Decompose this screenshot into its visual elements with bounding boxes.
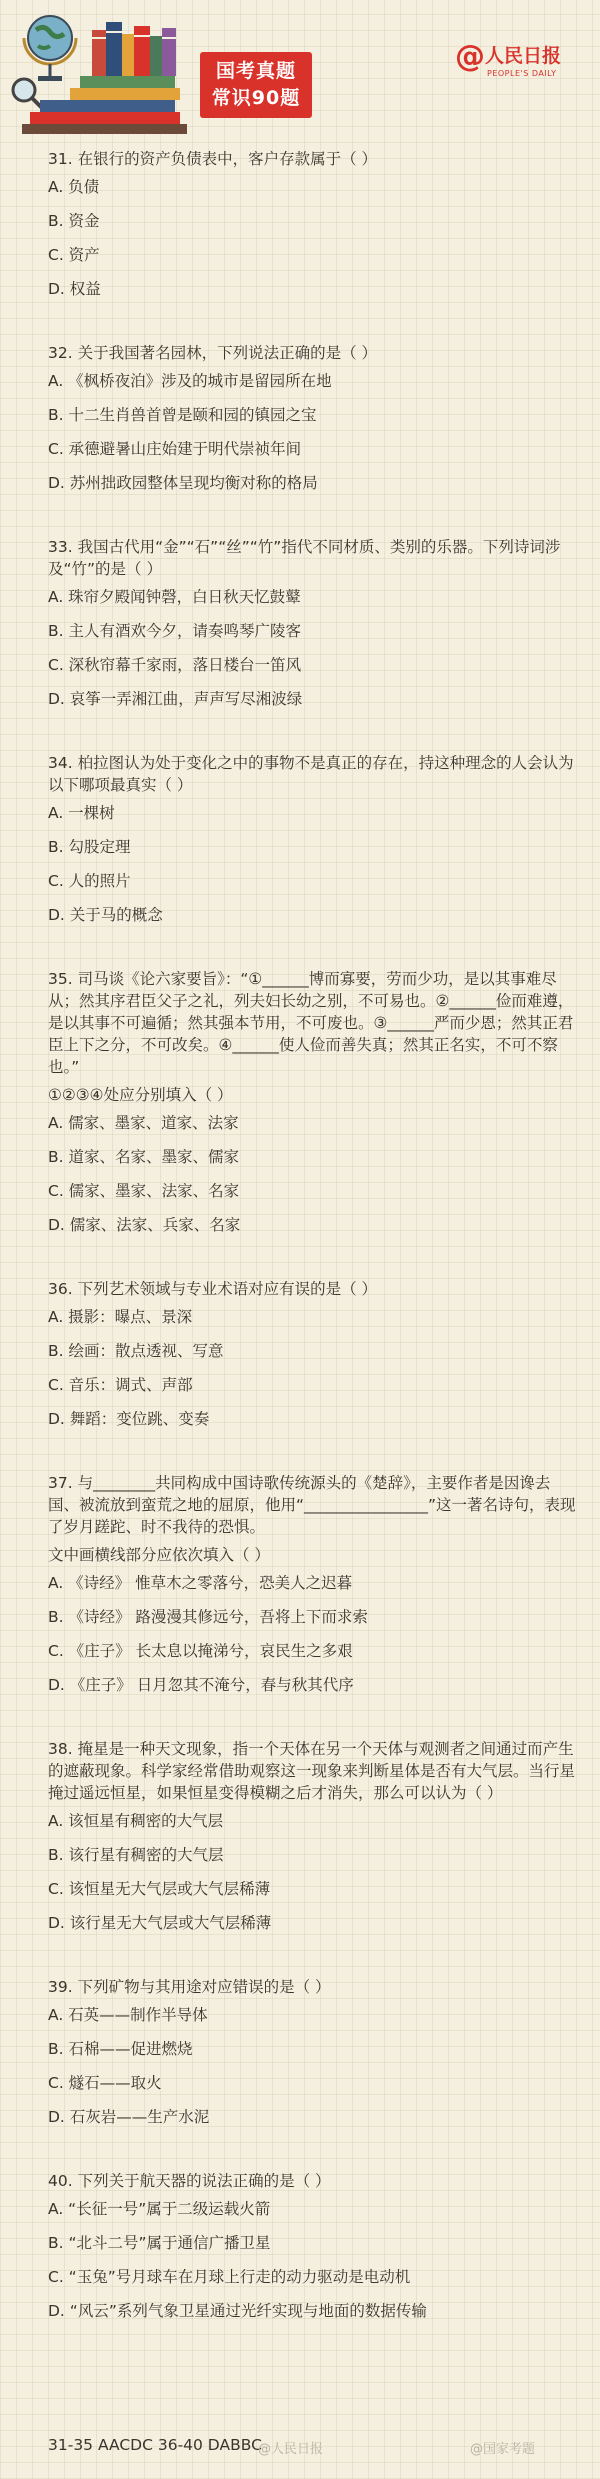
question-stem: 39. 下列矿物与其用途对应错误的是（ ） (48, 1978, 331, 1996)
logo-english: PEOPLE'S DAILY (487, 69, 557, 78)
option-b: B. 资金 (48, 212, 100, 230)
question-40 (48, 2170, 578, 2322)
question-stem: 33. 我国古代用“金”“石”“丝”“竹”指代不同材质、类别的乐器。下列诗词涉及“竹”的是（ ） (48, 538, 561, 578)
watermark: @国家考题 (470, 2442, 536, 2457)
option-list (48, 1306, 578, 1430)
option-a: A. 摄影：曝点、景深 (48, 1308, 193, 1326)
option-b: B. 主人有酒欢今夕，请奏鸣琴广陵客 (48, 622, 301, 640)
option-list (48, 1810, 578, 1934)
option-d: D. 《庄子》 日月忽其不淹兮，春与秋其代序 (48, 1676, 354, 1694)
option-a: A. “长征一号”属于二级运载火箭 (48, 2200, 271, 2218)
header (0, 0, 600, 150)
question-39 (48, 1976, 578, 2128)
option-d: D. 哀筝一弄湘江曲，声声写尽湘波绿 (48, 690, 303, 708)
option-list (48, 2004, 578, 2128)
option-b: B. 十二生肖兽首曾是颐和园的镇园之宝 (48, 406, 317, 424)
question-33 (48, 536, 578, 710)
question-prompt: 文中画横线部分应依次填入（ ） (48, 1546, 270, 1564)
books-globe-illustration (10, 8, 195, 138)
option-c: C. 承德避暑山庄始建于明代崇祯年间 (48, 440, 302, 458)
option-b: B. 《诗经》 路漫漫其修远兮，吾将上下而求索 (48, 1608, 368, 1626)
question-31 (48, 148, 578, 300)
option-b: B. 道家、名家、墨家、儒家 (48, 1148, 239, 1166)
question-36 (48, 1278, 578, 1430)
question-35 (48, 968, 578, 1236)
question-32 (48, 342, 578, 494)
option-d: D. 苏州拙政园整体呈现均衡对称的格局 (48, 474, 318, 492)
option-a: A. 儒家、墨家、道家、法家 (48, 1114, 239, 1132)
question-prompt: ①②③④处应分别填入（ ） (48, 1086, 233, 1104)
option-c: C. 该恒星无大气层或大气层稀薄 (48, 1880, 271, 1898)
question-stem: 36. 下列艺术领域与专业术语对应有误的是（ ） (48, 1280, 378, 1298)
question-37 (48, 1472, 578, 1696)
option-c: C. 燧石——取火 (48, 2074, 162, 2092)
question-stem: 31. 在银行的资产负债表中，客户存款属于（ ） (48, 150, 378, 168)
question-list (48, 148, 578, 2364)
peoples-daily-logo (455, 38, 585, 88)
logo-name: 人民日报 (485, 45, 562, 67)
badge-subtitle: 常识90题 (211, 87, 301, 109)
option-c: C. “玉兔”号月球车在月球上行走的动力驱动是电动机 (48, 2268, 411, 2286)
option-b: B. “北斗二号”属于通信广播卫星 (48, 2234, 271, 2252)
option-list (48, 802, 578, 926)
question-stem: 37. 与________共同构成中国诗歌传统源头的《楚辞》，主要作者是因谗去国、被流放到蛮荒之地的屈原，他用“________________”这一著名诗句，表现了岁月蹉跎、时不我待的恐惧。 (48, 1474, 576, 1536)
question-stem: 34. 柏拉图认为处于变化之中的事物不是真正的存在，持这种理念的人会认为以下哪项最真实（ ） (48, 754, 574, 794)
title-badge (200, 52, 312, 118)
option-b: B. 绘画：散点透视、写意 (48, 1342, 224, 1360)
option-a: A. 珠帘夕殿闻钟磬，白日秋天忆鼓鼙 (48, 588, 301, 606)
option-d: D. “风云”系列气象卫星通过光纤实现与地面的数据传输 (48, 2302, 427, 2320)
option-a: A. 负债 (48, 178, 100, 196)
question-stem: 38. 掩星是一种天文现象，指一个天体在另一个天体与观测者之间通过而产生的遮蔽现象。科学家经常借助观察这一现象来判断星体是否有大气层。当行星掩过遥远恒星，如果恒星变得模糊之后才消失，那么可以认为（ ） (48, 1740, 576, 1802)
option-b: B. 石棉——促进燃烧 (48, 2040, 193, 2058)
option-c: C. 音乐：调式、声部 (48, 1376, 193, 1394)
option-c: C. 深秋帘幕千家雨，落日楼台一笛风 (48, 656, 302, 674)
option-list (48, 1112, 578, 1236)
option-c: C. 《庄子》 长太息以掩涕兮，哀民生之多艰 (48, 1642, 353, 1660)
question-stem: 32. 关于我国著名园林，下列说法正确的是（ ） (48, 344, 378, 362)
option-a: A. 《诗经》 惟草木之零落兮，恐美人之迟暮 (48, 1574, 353, 1592)
question-38 (48, 1738, 578, 1934)
option-a: A. 石英——制作半导体 (48, 2006, 208, 2024)
watermark: @人民日报 (258, 2442, 324, 2457)
option-d: D. 石灰岩——生产水泥 (48, 2108, 210, 2126)
at-icon: @ (455, 39, 485, 74)
option-d: D. 该行星无大气层或大气层稀薄 (48, 1914, 272, 1932)
question-34 (48, 752, 578, 926)
option-c: C. 资产 (48, 246, 100, 264)
option-b: B. 该行星有稠密的大气层 (48, 1846, 224, 1864)
option-c: C. 人的照片 (48, 872, 131, 890)
option-list (48, 586, 578, 710)
question-stem: 35. 司马谈《论六家要旨》：“①______博而寡要，劳而少功，是以其事难尽从；然其序君臣父子之礼，列夫妇长幼之别，不可易也。②______俭而难遵，是以其事不可遍循；然其强本节用，不可废也。③______严而少恩；然其正君臣上下之分，不可改矣。④______使人俭而善失真；然其正名实，不可不察也。” (48, 970, 574, 1076)
option-b: B. 勾股定理 (48, 838, 131, 856)
option-d: D. 权益 (48, 280, 101, 298)
answer-key: 31-35 AACDC 36-40 DABBC (48, 2436, 262, 2454)
option-d: D. 舞蹈：变位跳、变奏 (48, 1410, 210, 1428)
option-list (48, 1572, 578, 1696)
option-a: A. 《枫桥夜泊》涉及的城市是留园所在地 (48, 372, 332, 390)
option-c: C. 儒家、墨家、法家、名家 (48, 1182, 240, 1200)
option-a: A. 该恒星有稠密的大气层 (48, 1812, 224, 1830)
option-list (48, 2198, 578, 2322)
option-a: A. 一棵树 (48, 804, 115, 822)
option-list (48, 176, 578, 300)
option-list (48, 370, 578, 494)
option-d: D. 关于马的概念 (48, 906, 163, 924)
question-stem: 40. 下列关于航天器的说法正确的是（ ） (48, 2172, 331, 2190)
badge-title: 国考真题 (215, 60, 296, 82)
option-d: D. 儒家、法家、兵家、名家 (48, 1216, 241, 1234)
